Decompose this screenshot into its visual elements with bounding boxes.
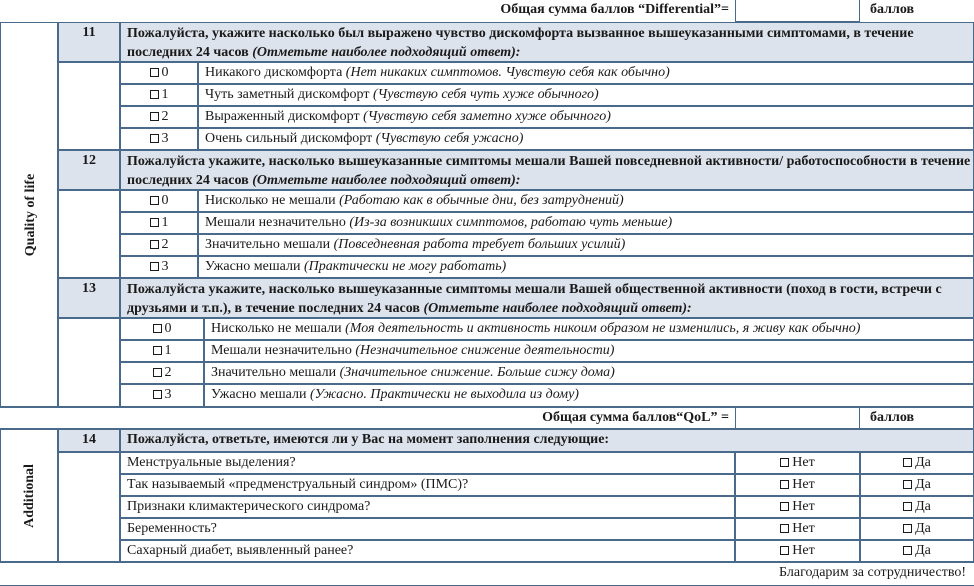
option-text: Мешали незначительно (Незначительное снижение деятельности) [204,340,974,362]
additional-item: Менструальные выделения? [120,452,735,474]
qol-total-unit: баллов [860,407,974,429]
question-text: Пожалуйста, ответьте, имеются ли у Вас на момент заполнения следующие: [120,429,974,452]
blank-cell [58,452,120,562]
option-rows [58,62,974,150]
option-checkbox[interactable]: 2 [120,106,198,128]
question-text: Пожалуйста укажите, насколько вышеуказанные симптомы мешали Вашей повседневной активности/ работоспособности в течение последних 24 часов (Отметьте наиболее подходящий ответ): [120,150,974,190]
yes-checkbox[interactable]: Да [860,474,974,496]
question-text: Пожалуйста укажите, насколько вышеуказанные симптомы мешали Вашей общественной активности (поход в гости, встречи с друзьями и т.п.), в течение последних 24 часов (Отметьте наиболее подходящий ответ): [120,278,974,318]
differential-total-label: Общая сумма баллов “Differential”= [500,2,729,17]
blank-cell [58,190,120,278]
differential-total-unit: баллов [870,2,915,17]
footer-thanks: Благодарим за сотрудничество! [0,562,974,586]
checkbox-icon[interactable] [150,196,159,205]
option-checkbox[interactable]: 3 [120,256,198,278]
checkbox-icon[interactable] [903,546,912,555]
yes-checkbox[interactable]: Да [860,518,974,540]
checkbox-icon[interactable] [150,134,159,143]
yes-checkbox[interactable]: Да [860,540,974,562]
option-text: Нисколько не мешали (Работаю как в обычные дни, без затруднений) [198,190,974,212]
checkbox-icon[interactable] [153,324,162,333]
no-checkbox[interactable]: Нет [735,474,860,496]
option-text: Чуть заметный дискомфорт (Чувствую себя чуть хуже обычного) [198,84,974,106]
option-checkbox[interactable]: 0 [120,318,204,340]
checkbox-icon[interactable] [153,346,162,355]
option-text: Значительно мешали (Значительное снижение. Больше сижу дома) [204,362,974,384]
no-checkbox[interactable]: Нет [735,518,860,540]
checkbox-icon[interactable] [780,546,789,555]
option-checkbox[interactable]: 1 [120,212,198,234]
option-text: Ужасно мешали (Практически не могу работать) [198,256,974,278]
checkbox-icon[interactable] [903,480,912,489]
qol-section-sidebar [0,22,58,407]
checkbox-icon[interactable] [780,502,789,511]
question-number: 13 [58,278,120,318]
option-text: Выраженный дискомфорт (Чувствую себя заметно хуже обычного) [198,106,974,128]
no-checkbox[interactable]: Нет [735,540,860,562]
question-number: 12 [58,150,120,190]
qol-total-label: Общая сумма баллов“QoL” = [0,407,735,429]
option-text: Ужасно мешали (Ужасно. Практически не выходила из дому) [204,384,974,407]
checkbox-icon[interactable] [150,90,159,99]
option-checkbox[interactable]: 1 [120,340,204,362]
option-text: Нисколько не мешали (Моя деятельность и активность никоим образом не изменились, я живу как обычно) [204,318,974,340]
option-checkbox[interactable]: 3 [120,128,198,150]
blank-cell [58,62,120,150]
checkbox-icon[interactable] [150,240,159,249]
checkbox-icon[interactable] [150,218,159,227]
qol-vertical-label: Quality of life [23,173,38,257]
option-text: Очень сильный дискомфорт (Чувствую себя ужасно) [198,128,974,150]
additional-section [0,429,974,562]
additional-item: Беременность? [120,518,735,540]
option-checkbox[interactable]: 0 [120,62,198,84]
checkbox-icon[interactable] [903,524,912,533]
checkbox-icon[interactable] [150,262,159,271]
option-text: Никакого дискомфорта (Нет никаких симптомов. Чувствую себя как обычно) [198,62,974,84]
checkbox-icon[interactable] [780,480,789,489]
checkbox-icon[interactable] [903,458,912,467]
checkbox-icon[interactable] [150,68,159,77]
option-checkbox[interactable]: 3 [120,384,204,407]
option-rows [58,318,974,407]
checkbox-icon[interactable] [150,112,159,121]
checkbox-icon[interactable] [903,502,912,511]
option-checkbox[interactable]: 2 [120,234,198,256]
question-number: 14 [58,429,120,452]
option-rows [58,190,974,278]
question-text: Пожалуйста, укажите насколько был выражено чувство дискомфорта вызванное вышеуказанными симптомами, в течение последних 24 часов (Отметьте наиболее подходящий ответ): [120,22,974,62]
qol-section [0,22,974,407]
additional-item: Так называемый «предменструальный синдром» (ПМС)? [120,474,735,496]
blank-cell [58,318,120,407]
additional-item: Признаки климактерического синдрома? [120,496,735,518]
option-checkbox[interactable]: 1 [120,84,198,106]
option-text: Значительно мешали (Повседневная работа требует больших усилий) [198,234,974,256]
no-checkbox[interactable]: Нет [735,496,860,518]
additional-item: Сахарный диабет, выявленный ранее? [120,540,735,562]
additional-section-sidebar [0,429,58,562]
yes-checkbox[interactable]: Да [860,452,974,474]
checkbox-icon[interactable] [153,368,162,377]
no-checkbox[interactable]: Нет [735,452,860,474]
checkbox-icon[interactable] [153,390,162,399]
checkbox-icon[interactable] [780,458,789,467]
option-checkbox[interactable]: 0 [120,190,198,212]
checkbox-icon[interactable] [780,524,789,533]
yes-checkbox[interactable]: Да [860,496,974,518]
qol-total-input[interactable] [735,407,860,429]
additional-vertical-label: Additional [22,464,37,528]
option-checkbox[interactable]: 2 [120,362,204,384]
differential-total-input[interactable] [735,0,860,22]
option-text: Мешали незначительно (Из-за возникших симптомов, работаю чуть меньше) [198,212,974,234]
question-number: 11 [58,22,120,62]
